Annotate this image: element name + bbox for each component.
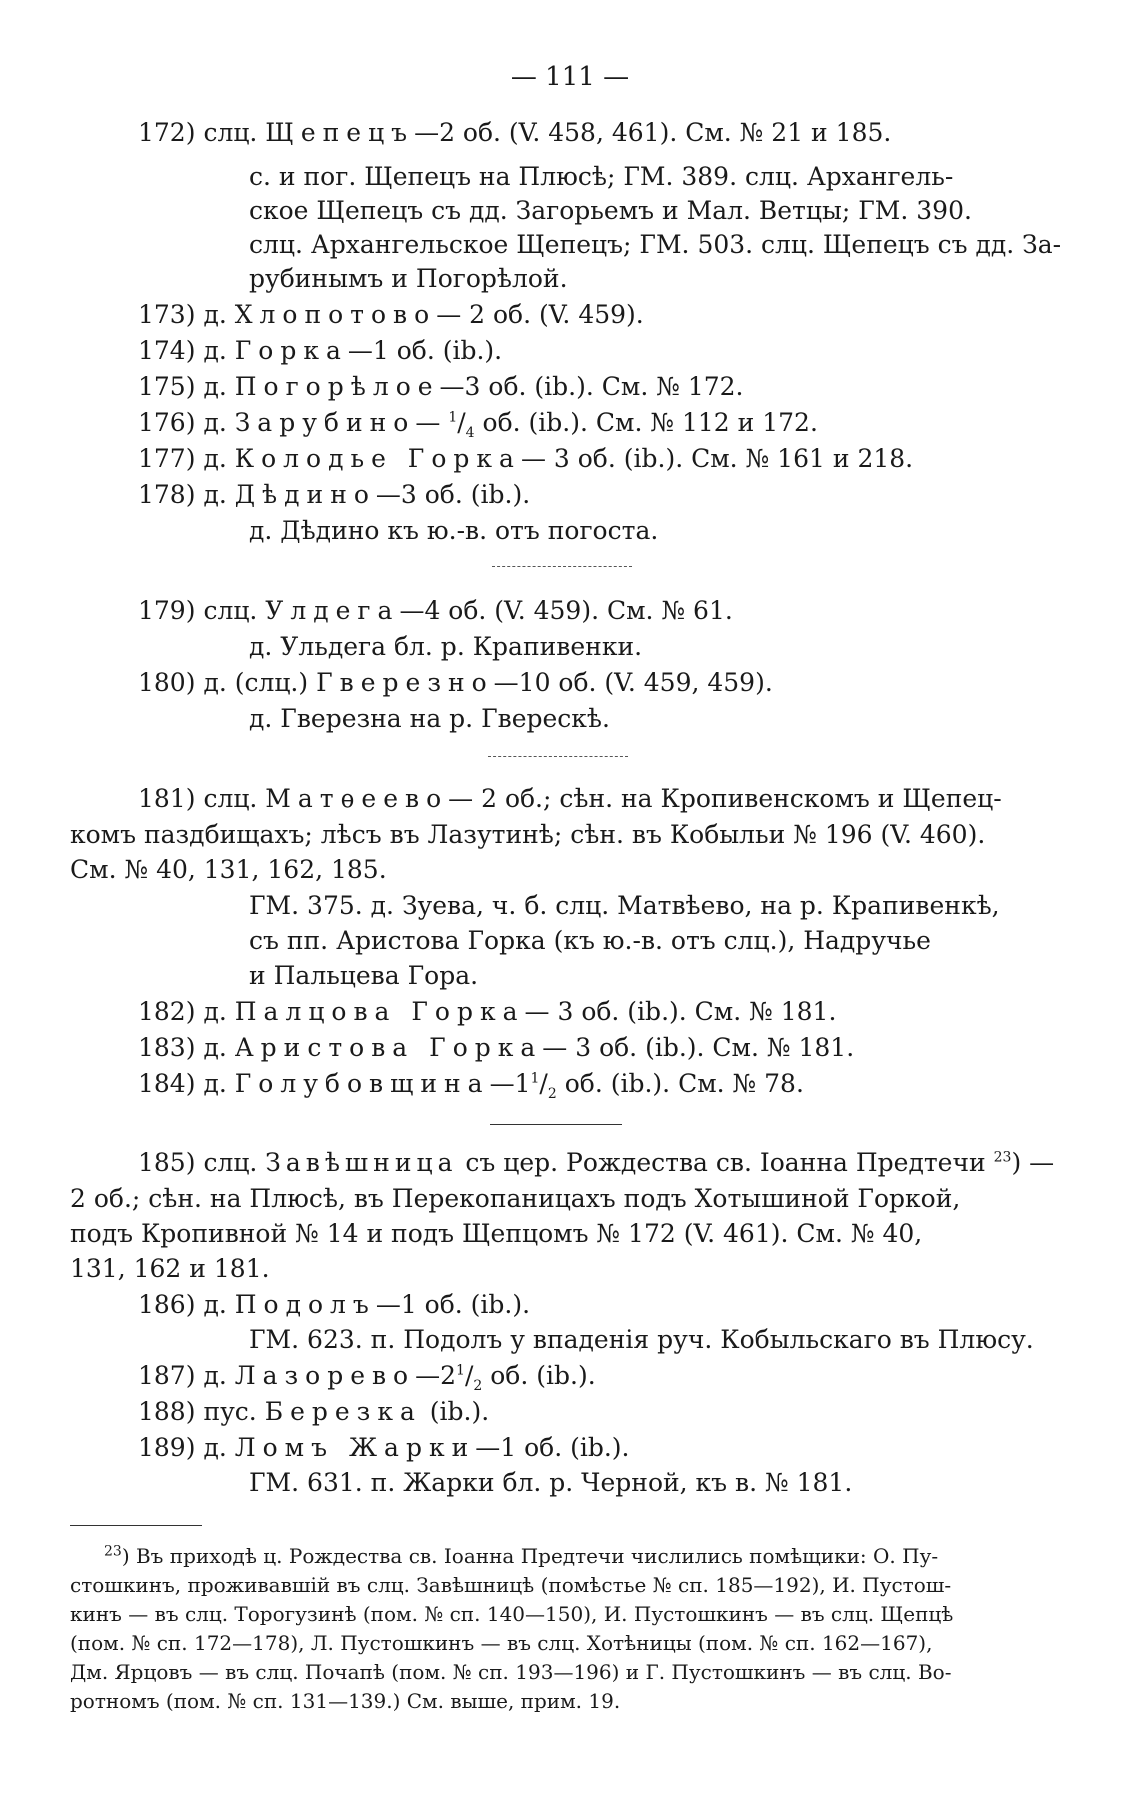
entry-179-gm-line: д. Ульдега бл. р. Крапивенки. xyxy=(249,632,643,661)
entry-number: 185) xyxy=(138,1148,196,1177)
entry-text: — 3 об. (ib.). См. № 161 и 218. xyxy=(520,444,914,473)
settlement-name: Хлопотово xyxy=(234,300,437,329)
entry-185 xyxy=(138,1148,1054,1178)
footnote-ref: 23 xyxy=(993,1149,1012,1166)
entry-text: — 3 об. (ib.). См. № 181. xyxy=(524,997,837,1026)
settlement-name: Улдега xyxy=(265,596,400,625)
settlement-name: Матѳеево xyxy=(265,784,449,813)
settlement-type: д. xyxy=(203,1290,227,1319)
entry-text: —2 xyxy=(415,1361,457,1390)
entry-number: 173) xyxy=(138,300,196,329)
footnote-divider xyxy=(70,1525,202,1526)
section-divider xyxy=(490,1124,622,1125)
settlement-type: д. xyxy=(203,1069,227,1098)
entry-183 xyxy=(138,1033,854,1063)
entry-number: 184) xyxy=(138,1069,196,1098)
entry-185-line: подъ Кропивной № 14 и подъ Щепцомъ № 172 (V. 461). См. № 40, xyxy=(70,1219,923,1248)
entry-173 xyxy=(138,300,644,330)
entry-180 xyxy=(138,668,773,698)
entry-174 xyxy=(138,336,502,366)
entry-number: 179) xyxy=(138,596,196,625)
entry-179 xyxy=(138,596,733,626)
entry-text: —4 об. (V. 459). См. № 61. xyxy=(399,596,733,625)
entry-189 xyxy=(138,1433,629,1463)
settlement-type: д. xyxy=(203,1033,227,1062)
footnote-line: (пом. № сп. 172—178), Л. Пустошкинъ — въ слц. Хотѣницы (пом. № сп. 162—167), xyxy=(70,1631,933,1655)
settlement-name: Щепецъ xyxy=(265,118,415,147)
entry-number: 175) xyxy=(138,372,196,401)
entry-number: 172) xyxy=(138,118,196,147)
settlement-name: Колодье Горка xyxy=(234,444,521,473)
fraction-denominator: 2 xyxy=(473,1378,483,1394)
settlement-type: д. xyxy=(203,336,227,365)
entry-178-gm-line: д. Дѣдино къ ю.-в. отъ погоста. xyxy=(249,516,659,545)
settlement-type: д. xyxy=(203,997,227,1026)
footnote-line: $^{23}$) Въ приходѣ ц. Рождества св. Іоанна Предтечи числились помѣщики: О. Пу- xyxy=(104,1543,939,1568)
settlement-name: Зарубино xyxy=(234,408,416,437)
settlement-type: д. xyxy=(203,1361,227,1390)
entry-186-gm-line: ГМ. 623. п. Подолъ у впаденія руч. Кобыльскаго въ Плюсу. xyxy=(249,1325,1034,1354)
entry-number: 189) xyxy=(138,1433,196,1462)
fraction-numerator: 1 xyxy=(530,1070,540,1087)
entry-181-gm-line: ГМ. 375. д. Зуева, ч. б. слц. Матвѣево, на р. Крапивенкѣ, xyxy=(249,891,1000,920)
settlement-type: д. (слц.) xyxy=(203,668,309,697)
settlement-name: Голубовщина xyxy=(234,1069,490,1098)
settlement-name: Гверезно xyxy=(316,668,494,697)
entry-185-line: 131, 162 и 181. xyxy=(70,1254,270,1283)
entry-177 xyxy=(138,444,913,474)
entry-text: съ цер. Рождества св. Іоанна Предтечи xyxy=(457,1148,994,1177)
entry-185-line: 2 об.; сѣн. на Плюсѣ, въ Перекопаницахъ подъ Хотышиной Горкой, xyxy=(70,1184,961,1213)
settlement-name: Завѣшница xyxy=(265,1148,458,1177)
entry-184: 184) д. $Голубовщина—1^1/_2$ об. (ib.). См. № 78. xyxy=(138,1069,804,1102)
entry-text: —3 об. (ib.). xyxy=(375,480,531,509)
settlement-type: пус. xyxy=(203,1397,257,1426)
settlement-name: Березка xyxy=(264,1397,422,1426)
settlement-name: Горка xyxy=(234,336,348,365)
entry-number: 177) xyxy=(138,444,196,473)
entry-text: об. (ib.). См. № 112 и 172. xyxy=(474,408,818,437)
entry-text: —1 xyxy=(489,1069,531,1098)
entry-number: 188) xyxy=(138,1397,196,1426)
entry-text: об. (ib.). См. № 78. xyxy=(556,1069,804,1098)
entry-text: —1 об. (ib.). xyxy=(475,1433,630,1462)
entry-text: —1 об. (ib.). xyxy=(375,1290,531,1319)
section-divider xyxy=(492,566,632,567)
settlement-type: слц. xyxy=(203,1148,258,1177)
fraction-denominator: 2 xyxy=(547,1086,557,1102)
entry-172-gm-line: слц. Архангельское Щепецъ; ГМ. 503. слц. Щепецъ съ дд. За- xyxy=(249,230,1062,259)
footnote-line: Дм. Ярцовъ — въ слц. Почапѣ (пом. № сп. 193—196) и Г. Пустошкинъ — въ слц. Во- xyxy=(70,1660,952,1684)
entry-text: —1 об. (ib.). xyxy=(347,336,503,365)
entry-172-gm-line: с. и пог. Щепецъ на Плюсѣ; ГМ. 389. слц. Архангель- xyxy=(249,162,954,191)
settlement-type: слц. xyxy=(203,596,258,625)
entry-text: — 2 об.; сѣн. на Кропивенскомъ и Щепец- xyxy=(448,784,1002,813)
page-number: — 111 — xyxy=(510,62,630,92)
fraction-numerator: 1 xyxy=(448,409,458,426)
entry-text: — 2 об. (V. 459). xyxy=(436,300,644,329)
entry-number: 183) xyxy=(138,1033,196,1062)
entry-text: об. (ib.). xyxy=(482,1361,596,1390)
entry-text: —3 об. (ib.). См. № 172. xyxy=(439,372,744,401)
settlement-type: д. xyxy=(203,372,227,401)
entry-number: 187) xyxy=(138,1361,196,1390)
entry-number: 182) xyxy=(138,997,196,1026)
section-divider xyxy=(488,756,628,757)
fraction-denominator: 4 xyxy=(465,425,475,441)
footnote-line: кинъ — въ слц. Торогузинѣ (пом. № сп. 140—150), И. Пустошкинъ — въ слц. Щепцѣ xyxy=(70,1602,954,1626)
entry-text: ) — xyxy=(1011,1148,1055,1177)
settlement-name: Дѣдино xyxy=(234,480,376,509)
entry-172-gm-line: рубинымъ и Погорѣлой. xyxy=(249,264,568,293)
entry-text: —2 об. (V. 458, 461). См. № 21 и 185. xyxy=(414,118,892,147)
entry-text: —10 об. (V. 459, 459). xyxy=(493,668,773,697)
settlement-type: д. xyxy=(203,444,227,473)
settlement-name: Палцова Горка xyxy=(234,997,525,1026)
entry-182 xyxy=(138,997,836,1027)
entry-176: 176) д. Зарубино— $^1/_4$ об. (ib.). См. № 112 и 172. xyxy=(138,408,818,441)
entry-178 xyxy=(138,480,530,510)
entry-number: 180) xyxy=(138,668,196,697)
settlement-type: д. xyxy=(203,480,227,509)
entry-number: 174) xyxy=(138,336,196,365)
entry-181-gm-line: съ пп. Аристова Горка (къ ю.-в. отъ слц.), Надручье xyxy=(249,926,931,955)
settlement-type: д. xyxy=(203,408,227,437)
footnote-line: стошкинъ, проживавшій въ слц. Завѣшницѣ (помѣстье № сп. 185—192), И. Пустош- xyxy=(70,1573,952,1597)
entry-189-gm-line: ГМ. 631. п. Жарки бл. р. Черной, къ в. № 181. xyxy=(249,1468,853,1497)
entry-186 xyxy=(138,1290,530,1320)
entry-number: 176) xyxy=(138,408,196,437)
entry-181 xyxy=(138,784,1002,814)
settlement-name: Подолъ xyxy=(234,1290,376,1319)
entry-175 xyxy=(138,372,743,402)
settlement-type: д. xyxy=(203,1433,227,1462)
entry-number: 178) xyxy=(138,480,196,509)
entry-text: — 3 об. (ib.). См. № 181. xyxy=(542,1033,855,1062)
entry-number: 181) xyxy=(138,784,196,813)
entry-181-line: См. № 40, 131, 162, 185. xyxy=(70,855,387,884)
settlement-name: Аристова Горка xyxy=(234,1033,543,1062)
settlement-type: слц. xyxy=(203,784,258,813)
entry-188 xyxy=(138,1397,489,1427)
entry-181-gm-line: и Пальцева Гора. xyxy=(249,961,479,990)
entry-number: 186) xyxy=(138,1290,196,1319)
settlement-type: слц. xyxy=(203,118,258,147)
entry-187: 187) д. $Лазорево—2^1/_2$ об. (ib.). xyxy=(138,1361,596,1394)
entry-172-gm-line: ское Щепецъ съ дд. Загорьемъ и Мал. Ветцы; ГМ. 390. xyxy=(249,196,972,225)
entry-180-gm-line: д. Гверезна на р. Гверескѣ. xyxy=(249,704,610,733)
entry-181-line: комъ паздбищахъ; лѣсъ въ Лазутинѣ; сѣн. въ Кобыльи № 196 (V. 460). xyxy=(70,820,986,849)
footnote-line: ротномъ (пом. № сп. 131—139.) См. выше, прим. 19. xyxy=(70,1689,621,1713)
settlement-name: Погорѣлое xyxy=(234,372,440,401)
settlement-name: Лазорево xyxy=(234,1361,416,1390)
entry-text: — xyxy=(415,408,449,437)
fraction-numerator: 1 xyxy=(456,1362,465,1379)
entry-172 xyxy=(138,118,891,148)
settlement-name: Ломъ Жарки xyxy=(234,1433,476,1462)
entry-text: (ib.). xyxy=(421,1397,490,1426)
footnote-mark: 23 xyxy=(104,1543,122,1560)
settlement-type: д. xyxy=(203,300,227,329)
